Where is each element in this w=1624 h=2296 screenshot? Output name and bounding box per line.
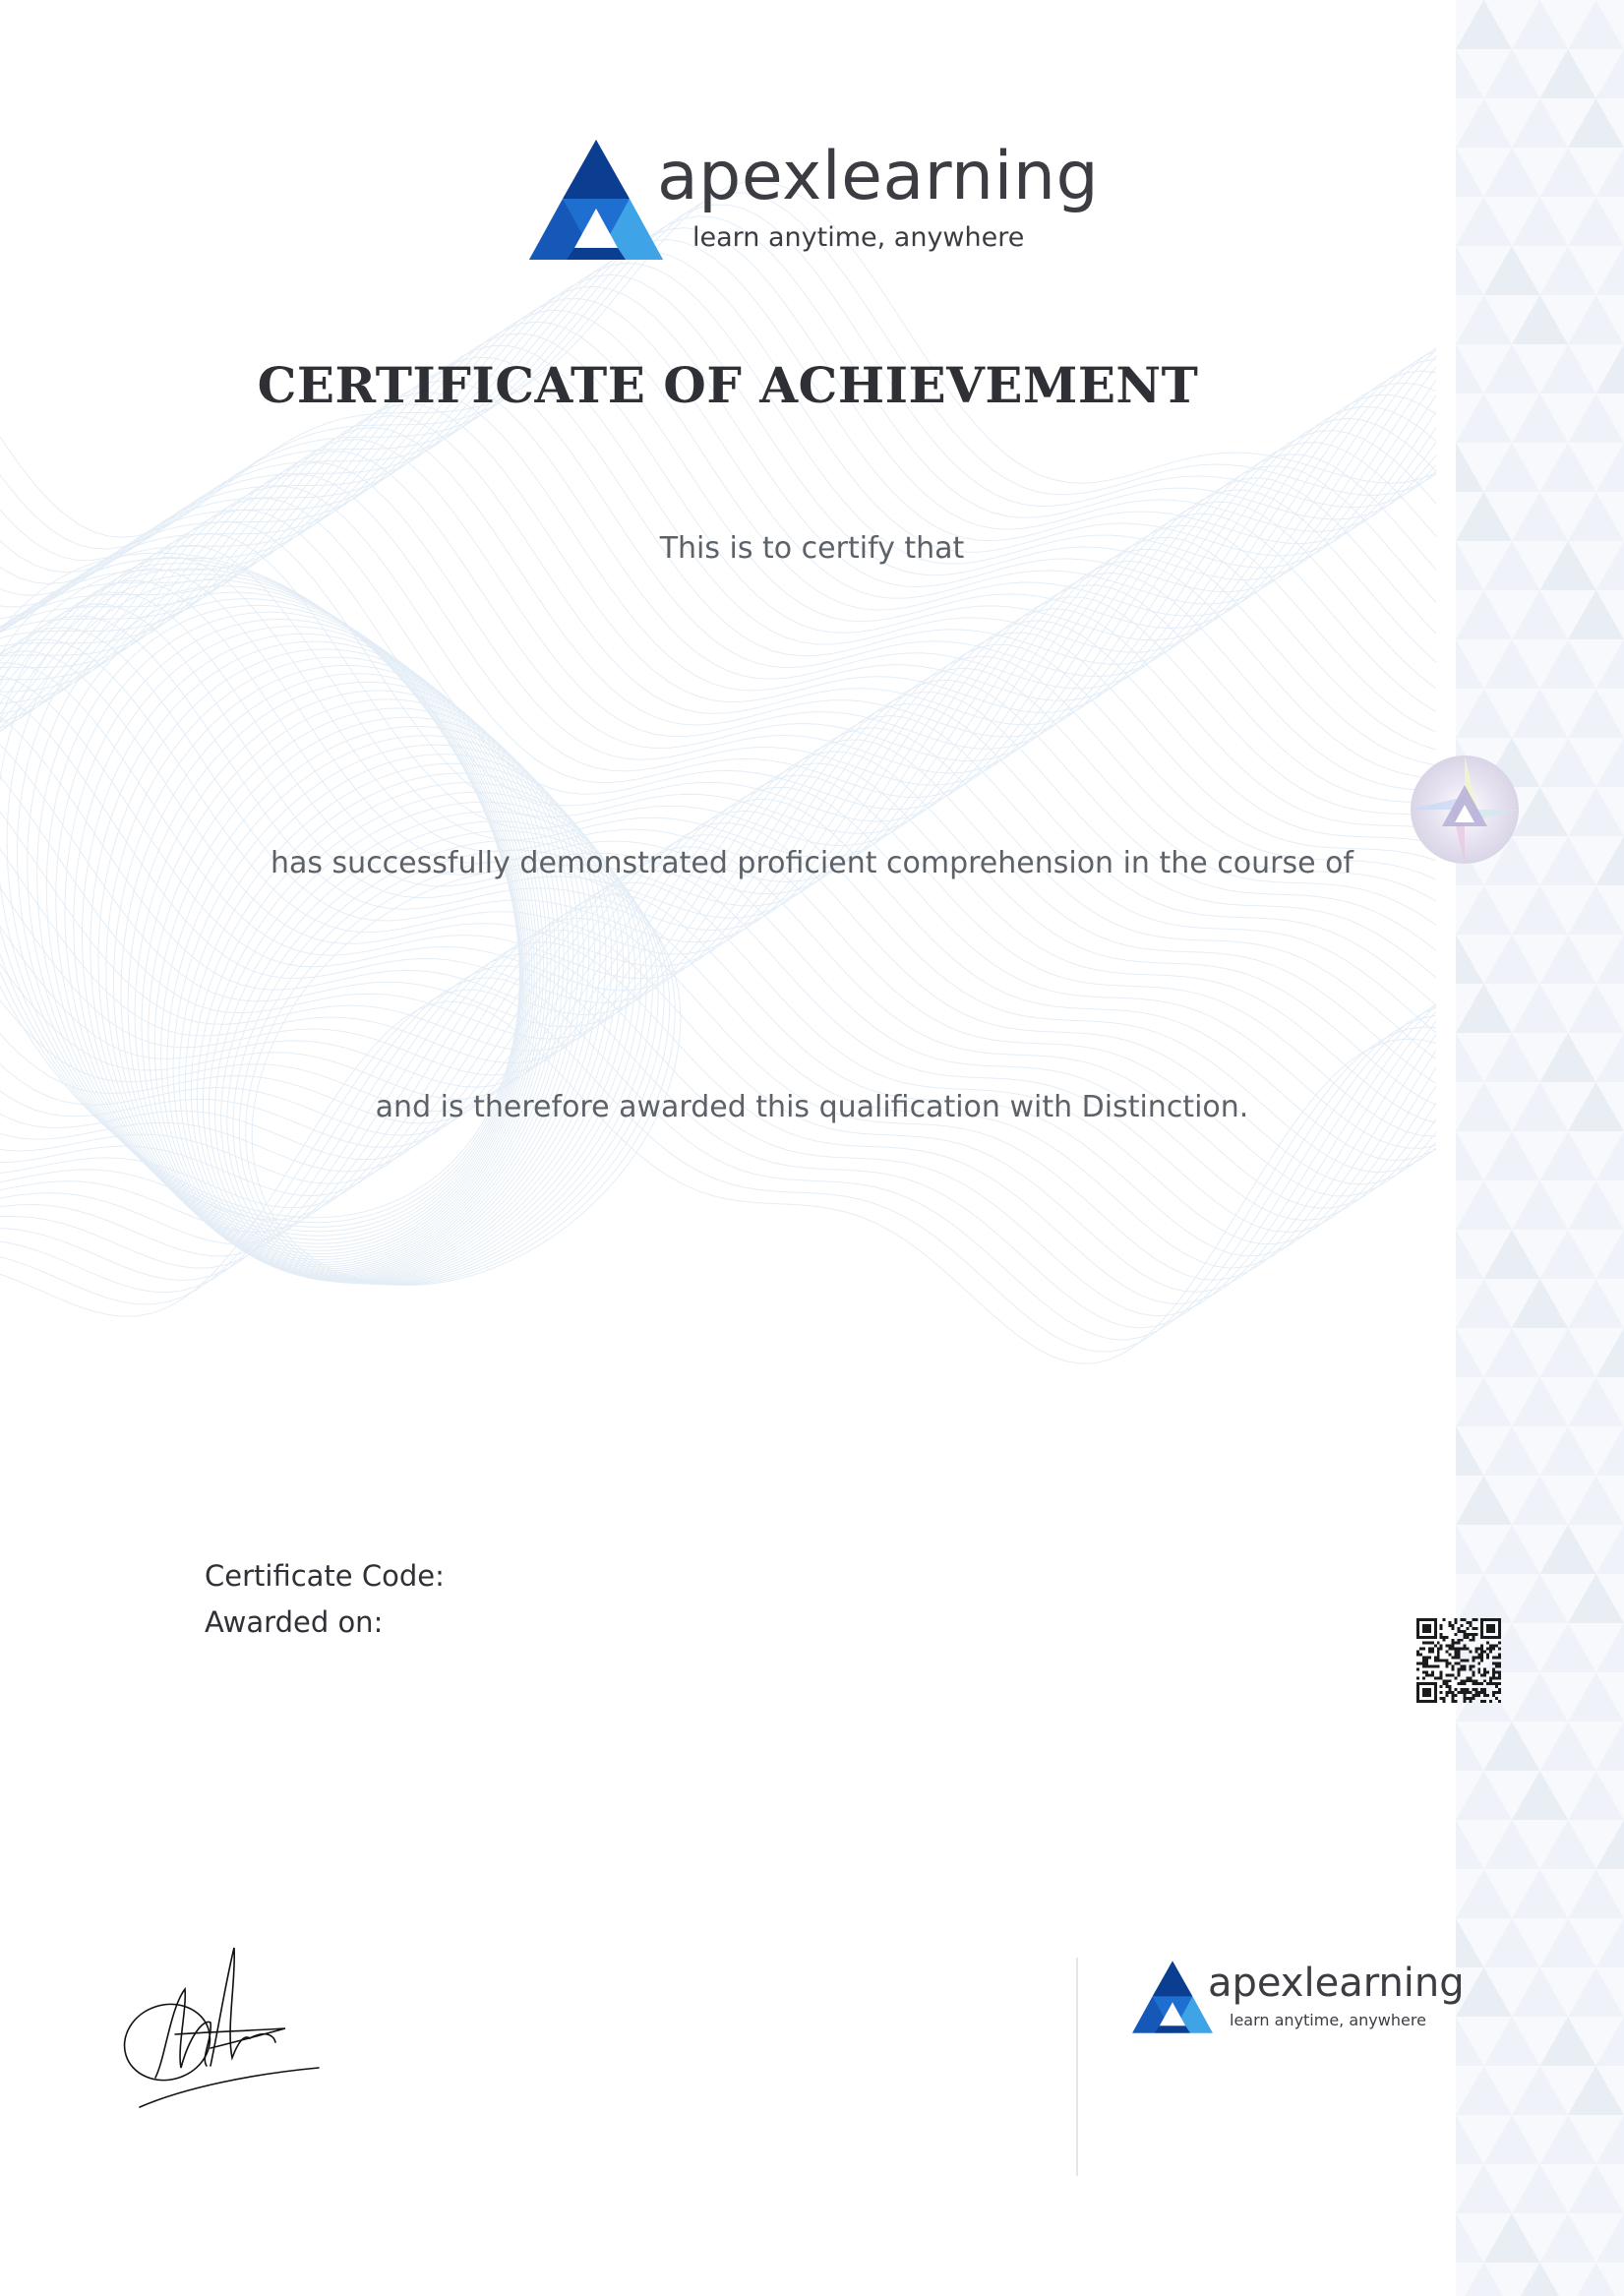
header-logo — [527, 134, 1100, 262]
signature — [116, 1940, 334, 2117]
intro-text: This is to certify that — [659, 531, 965, 566]
awarded-on-label: Awarded on: — [205, 1605, 384, 1639]
closing-text: and is therefore awarded this qualification with Distinction. — [375, 1090, 1249, 1124]
triangle-pattern-strip — [1456, 0, 1624, 2296]
triangle-a-logo-icon — [1131, 1960, 1214, 2034]
footer-logo — [1131, 1958, 1466, 2036]
certificate-title: CERTIFICATE OF ACHIEVEMENT — [257, 356, 1199, 414]
footer-brand-tagline: learn anytime, anywhere — [1230, 2011, 1426, 2029]
footer-brand-name: apexlearning — [1208, 1961, 1465, 2006]
brand-tagline: learn anytime, anywhere — [692, 222, 1025, 253]
footer-divider — [1076, 1958, 1078, 2176]
hologram-seal-icon — [1409, 754, 1521, 866]
certificate-code-label: Certificate Code: — [205, 1559, 445, 1593]
body-text: has successfully demonstrated proficient comprehension in the course of — [270, 846, 1353, 880]
qr-code-icon — [1416, 1618, 1501, 1703]
brand-name: apexlearning — [657, 138, 1100, 215]
triangle-a-logo-icon — [527, 138, 665, 262]
